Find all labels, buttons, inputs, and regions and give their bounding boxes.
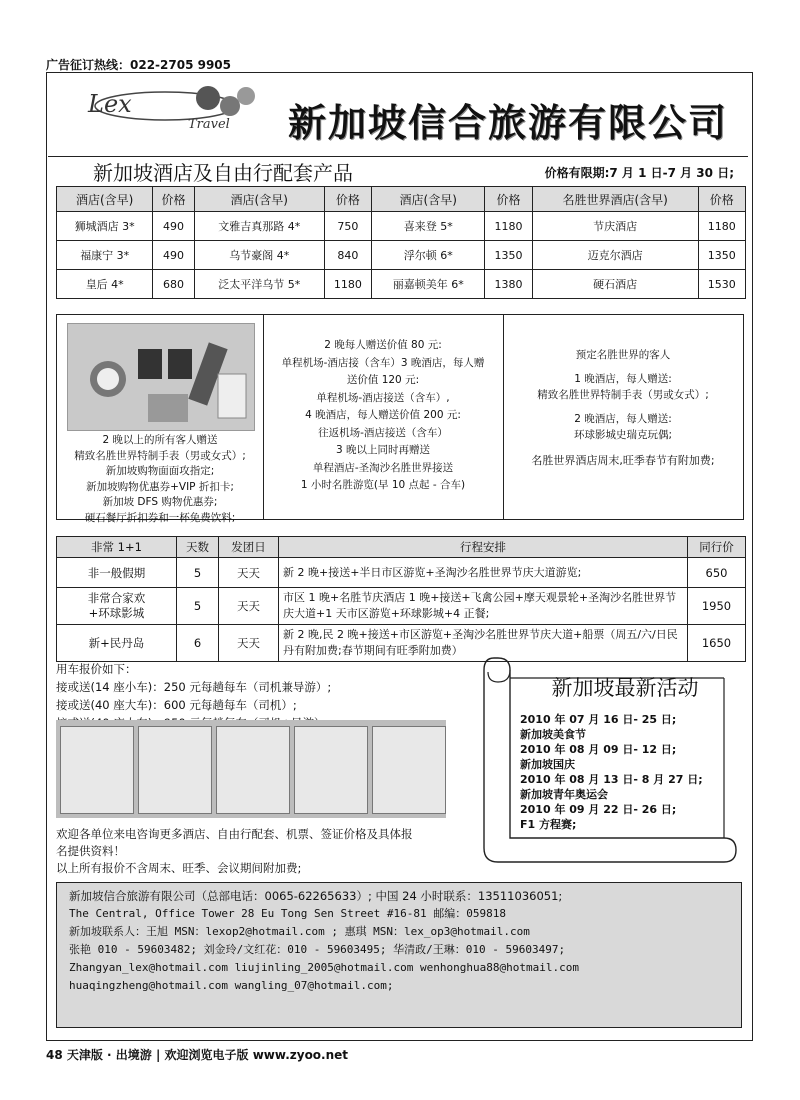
event-line: 2010 年 07 月 16 日- 25 日; bbox=[520, 713, 677, 726]
contact-emails: huaqingzheng@hotmail.com wangling_07@hotmail.com; bbox=[69, 979, 394, 992]
promo-line: 精致名胜世界特制手表（男或女式）; bbox=[537, 389, 709, 401]
table-cell: 泛太平洋乌节 5* bbox=[194, 270, 324, 299]
package-price: 1650 bbox=[688, 625, 746, 662]
event-line: 2010 年 08 月 09 日- 12 日; bbox=[520, 743, 677, 756]
product-title: 新加坡酒店及自由行配套产品 bbox=[93, 161, 353, 185]
table-cell: 840 bbox=[324, 241, 371, 270]
event-line: 2010 年 09 月 22 日- 26 日; bbox=[520, 803, 677, 816]
tour-package-table bbox=[56, 536, 746, 662]
logo-subtext: Travel bbox=[188, 117, 230, 132]
contact-box bbox=[56, 882, 742, 1028]
car-quote-line: 接或送(40 座大车)：600 元每趟每车（司机）; bbox=[56, 698, 297, 712]
promo-line: 1 晚酒店，每人赠送: bbox=[574, 373, 672, 385]
table-cell: 490 bbox=[153, 241, 194, 270]
promo-line: 往返机场-酒店接送（含车） bbox=[318, 426, 448, 439]
events-panel bbox=[520, 672, 730, 832]
hotel-table-header bbox=[57, 187, 746, 212]
table-cell: 丽嘉顿美年 6* bbox=[372, 270, 485, 299]
welcome-line: 名提供资料！ bbox=[56, 844, 125, 858]
table-cell: 1350 bbox=[698, 241, 745, 270]
bus-photo-strip bbox=[56, 720, 446, 818]
table-row bbox=[57, 558, 746, 588]
package-days: 5 bbox=[177, 558, 219, 588]
trip-table-header bbox=[57, 537, 746, 558]
event-line: 新加坡国庆 bbox=[520, 758, 575, 771]
col-header: 同行价 bbox=[688, 537, 746, 558]
table-cell: 硬石酒店 bbox=[532, 270, 698, 299]
package-name: 非一般假期 bbox=[57, 558, 177, 588]
ad-hotline: 广告征订热线：022-2705 9905 bbox=[46, 58, 232, 72]
welcome-line: 欢迎各单位来电咨询更多酒店、自由行配套、机票、签证价格及具体报 bbox=[56, 827, 413, 841]
col-header: 名胜世界酒店(含早) bbox=[532, 187, 698, 212]
contact-phones: 张艳 010 - 59603482; 刘金玲/文红花：010 - 59603495; 华清政/王琳：010 - 59603497; bbox=[69, 943, 566, 956]
welcome-note bbox=[56, 826, 476, 877]
col-header: 天数 bbox=[177, 537, 219, 558]
promo-line: 2 晚酒店，每人赠送: bbox=[574, 413, 672, 425]
package-schedule: 新 2 晚+接送+半日市区游览+圣淘沙名胜世界节庆大道游览; bbox=[279, 558, 688, 588]
contact-line: 新加坡联系人：王旭 MSN：lexop2@hotmail.com ; 惠琪 MSN：lex_op3@hotmail.com bbox=[69, 925, 530, 938]
event-line: 新加坡美食节 bbox=[520, 728, 586, 741]
promo-line: 环球影城史瑞克玩偶; bbox=[573, 429, 673, 441]
contact-emails: Zhangyan_lex@hotmail.com liujinling_2005@hotmail.com wenhonghua88@hotmail.com bbox=[69, 961, 579, 974]
van-photo bbox=[372, 726, 446, 814]
promo-line: 精致名胜世界特制手表（男或女式）; bbox=[74, 449, 246, 462]
table-row bbox=[57, 212, 746, 241]
table-cell: 1180 bbox=[698, 212, 745, 241]
table-row bbox=[57, 270, 746, 299]
watch-gift-photo bbox=[67, 323, 255, 431]
promo-line: 硬石餐厅折扣券和一杯免费饮料; bbox=[84, 511, 236, 524]
promo-line: 新加坡购物面面攻指定; bbox=[105, 465, 215, 477]
welcome-line: 以上所有报价不含周末、旺季、会议期间附加费; bbox=[56, 861, 302, 875]
package-name: 新+民丹岛 bbox=[57, 625, 177, 662]
promo-line: 单程机场-酒店接（含车）3 晚酒店，每人赠 bbox=[281, 356, 485, 369]
bus-photo bbox=[60, 726, 134, 814]
table-row bbox=[57, 241, 746, 270]
package-schedule: 市区 1 晚+名胜节庆酒店 1 晚+接送+飞禽公园+摩天观景轮+圣淘沙名胜世界节庆大道+1 天市区游览+环球影城+4 正餐; bbox=[279, 588, 688, 625]
table-cell: 1530 bbox=[698, 270, 745, 299]
col-header: 价格 bbox=[153, 187, 194, 212]
package-name: 非常合家欢 +环球影城 bbox=[57, 588, 177, 625]
header bbox=[48, 76, 748, 156]
col-header: 非常 1+1 bbox=[57, 537, 177, 558]
col-header: 行程安排 bbox=[279, 537, 688, 558]
promo-line: 预定名胜世界的客人 bbox=[575, 349, 671, 361]
col-header: 酒店(含早) bbox=[372, 187, 485, 212]
bus-photo bbox=[138, 726, 212, 814]
table-cell: 1380 bbox=[485, 270, 532, 299]
promo-box bbox=[56, 314, 744, 524]
contact-line: 新加坡信合旅游有限公司（总部电话：0065-62265633）; 中国 24 小时联系：13511036051; bbox=[69, 889, 563, 903]
package-departure: 天天 bbox=[219, 558, 279, 588]
event-line: 2010 年 08 月 13 日- 8 月 27 日; bbox=[520, 773, 703, 786]
table-cell: 喜来登 5* bbox=[372, 212, 485, 241]
table-cell: 490 bbox=[153, 212, 194, 241]
price-validity: 价格有限期:7 月 1 日-7 月 30 日; bbox=[544, 166, 734, 180]
table-cell: 乌节豪阁 4* bbox=[194, 241, 324, 270]
promo-line: 2 晚每人赠送价值 80 元: bbox=[324, 339, 442, 351]
col-header: 价格 bbox=[324, 187, 371, 212]
table-cell: 节庆酒店 bbox=[532, 212, 698, 241]
promo-line: 名胜世界酒店周末,旺季春节有附加费; bbox=[531, 454, 715, 467]
col-header: 酒店(含早) bbox=[194, 187, 324, 212]
promo-col-1 bbox=[57, 315, 264, 524]
table-cell: 浮尔顿 6* bbox=[372, 241, 485, 270]
promo-col-3 bbox=[503, 315, 743, 519]
table-cell: 750 bbox=[324, 212, 371, 241]
col-header: 发团日 bbox=[219, 537, 279, 558]
promo-line: 单程酒店-圣淘沙名胜世界接送 bbox=[312, 461, 454, 474]
bus-photo bbox=[216, 726, 290, 814]
col-header: 价格 bbox=[698, 187, 745, 212]
package-price: 1950 bbox=[688, 588, 746, 625]
table-cell: 文雅吉真那路 4* bbox=[194, 212, 324, 241]
package-departure: 天天 bbox=[219, 625, 279, 662]
table-cell: 福康宁 3* bbox=[57, 241, 153, 270]
logo-text: Lex bbox=[88, 90, 132, 118]
promo-line: 单程机场-酒店接送（含车）, bbox=[316, 391, 450, 404]
page-footer: 48 天津版 · 出境游 | 欢迎浏览电子版 www.zyoo.net bbox=[46, 1048, 349, 1062]
table-cell: 1350 bbox=[485, 241, 532, 270]
promo-col-2 bbox=[263, 315, 504, 519]
table-row bbox=[57, 588, 746, 625]
event-line: F1 方程赛; bbox=[520, 818, 577, 831]
package-days: 5 bbox=[177, 588, 219, 625]
events-title: 新加坡最新活动 bbox=[551, 676, 699, 700]
table-cell: 1180 bbox=[485, 212, 532, 241]
promo-line: 送价值 120 元: bbox=[346, 374, 420, 386]
product-bar bbox=[48, 156, 748, 185]
lex-travel-logo bbox=[70, 78, 270, 138]
promo-line: 新加坡 DFS 购物优惠券; bbox=[102, 496, 218, 508]
table-cell: 迈克尔酒店 bbox=[532, 241, 698, 270]
table-cell: 1180 bbox=[324, 270, 371, 299]
promo-line: 3 晚以上同时再赠送 bbox=[335, 444, 431, 456]
hotel-price-table bbox=[56, 186, 746, 299]
table-cell: 狮城酒店 3* bbox=[57, 212, 153, 241]
table-cell: 680 bbox=[153, 270, 194, 299]
event-line: 新加坡青年奥运会 bbox=[520, 788, 608, 801]
van-photo bbox=[294, 726, 368, 814]
package-days: 6 bbox=[177, 625, 219, 662]
package-price: 650 bbox=[688, 558, 746, 588]
col-header: 酒店(含早) bbox=[57, 187, 153, 212]
car-quote-line: 接或送(14 座小车)：250 元每趟每车（司机兼导游）; bbox=[56, 680, 332, 694]
promo-line: 4 晚酒店，每人赠送价值 200 元: bbox=[305, 409, 461, 421]
contact-address: The Central, Office Tower 28 Eu Tong Sen Street #16-81 邮编：059818 bbox=[69, 907, 506, 920]
promo-line: 新加坡购物优惠券+VIP 折扣卡; bbox=[86, 480, 234, 493]
package-departure: 天天 bbox=[219, 588, 279, 625]
package-schedule: 新 2 晚,民 2 晚+接送+市区游览+圣淘沙名胜世界节庆大道+船票（周五/六/日民丹有附加费;春节期间有旺季附加费） bbox=[279, 625, 688, 662]
col-header: 价格 bbox=[485, 187, 532, 212]
promo-line: 1 小时名胜游览(早 10 点起 - 合车) bbox=[300, 479, 466, 491]
car-quote-title: 用车报价如下： bbox=[56, 662, 137, 676]
table-cell: 皇后 4* bbox=[57, 270, 153, 299]
company-name: 新加坡信合旅游有限公司 bbox=[288, 101, 729, 145]
promo-line: 2 晚以上的所有客人赠送 bbox=[102, 434, 218, 446]
